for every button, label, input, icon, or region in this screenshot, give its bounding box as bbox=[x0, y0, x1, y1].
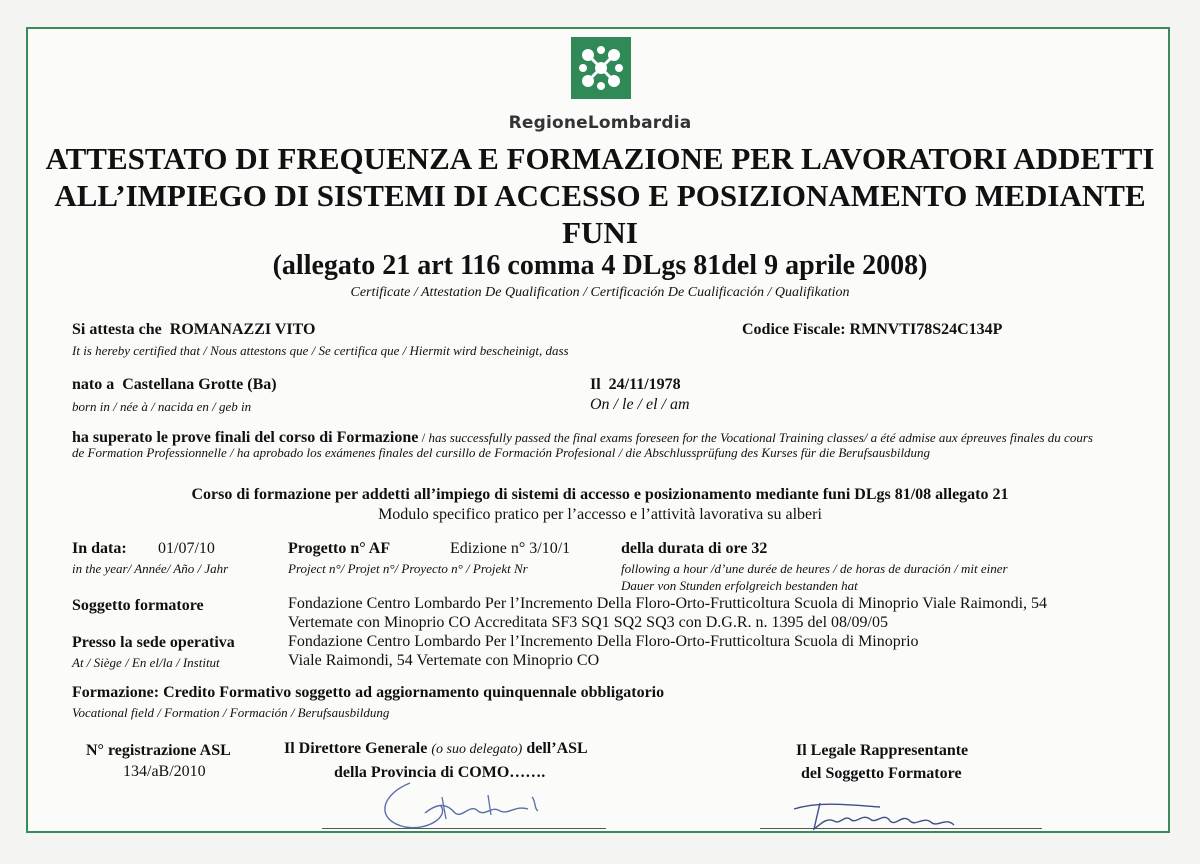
holder-name: ROMANAZZI VITO bbox=[169, 321, 316, 338]
attest-label: Si attesta che bbox=[72, 321, 162, 338]
venue-translation: At / Siège / En el/la / Institut bbox=[72, 655, 220, 670]
certificate-translation: Certificate / Attestation De Qualification / Certificación De Cualificación / Qualifikation bbox=[350, 285, 850, 300]
birth-date-value: 24/11/1978 bbox=[608, 376, 681, 393]
director-line-2: della Provincia di COMO……. bbox=[334, 764, 546, 781]
duration-translation-2: Dauer von Stunden erfolgreich bestanden hat bbox=[621, 578, 858, 593]
provider-line-2: Vertemate con Minoprio CO Accreditata SF3 SQ1 SQ2 SQ3 con D.G.R. n. 1395 del 08/09/05 bbox=[288, 614, 888, 631]
fiscal-code-value: RMNVTI78S24C134P bbox=[849, 321, 1003, 338]
training-translation: Vocational field / Formation / Formación / Berufsausbildung bbox=[72, 705, 390, 720]
attest-translation: It is hereby certified that / Nous attestons que / Se certifica que / Hiermit wird bescheinigt, dass bbox=[72, 343, 569, 358]
duration-value: della durata di ore 32 bbox=[621, 540, 768, 557]
course-module: Modulo specifico pratico per l’accesso e l’attività lavorativa su alberi bbox=[378, 506, 822, 523]
birth-date-row bbox=[590, 376, 681, 394]
exam-passed-separator: / bbox=[418, 430, 429, 445]
course-date-value: 01/07/10 bbox=[158, 540, 215, 557]
birth-place-translation: born in / née à / nacida en / geb in bbox=[72, 399, 252, 414]
venue-line-2: Viale Raimondi, 54 Vertemate con Minoprio CO bbox=[288, 652, 600, 669]
rosa-camuna-icon bbox=[571, 37, 631, 99]
title-line-2: ALL’IMPIEGO DI SISTEMI DI ACCESSO E POSIZIONAMENTO MEDIANTE bbox=[54, 178, 1146, 213]
birth-place-label: nato a bbox=[72, 376, 115, 393]
venue-line-1: Fondazione Centro Lombardo Per l’Incremento Della Floro-Orto-Frutticoltura Scuola di Minoprio bbox=[288, 633, 919, 650]
legal-rep-signature bbox=[790, 795, 970, 835]
course-title: Corso di formazione per addetti all’impiego di sistemi di accesso e posizionamento mediante funi DLgs 81/08 allegato 21 bbox=[191, 486, 1009, 503]
legal-rep-line-1: Il Legale Rappresentante bbox=[796, 742, 969, 759]
project-translation: Project n°/ Projet n°/ Proyecto n° / Projekt Nr bbox=[288, 561, 528, 576]
brand-name: RegioneLombardia bbox=[508, 113, 692, 133]
birth-place-row bbox=[72, 376, 277, 394]
provider-line-1: Fondazione Centro Lombardo Per l’Incremento Della Floro-Orto-Frutticoltura Scuola di Minoprio Viale Raimondi, 54 bbox=[288, 595, 1048, 612]
director-asl: dell’ASL bbox=[526, 740, 588, 757]
fiscal-code-row bbox=[742, 321, 1002, 339]
certificate-subtitle: (allegato 21 art 116 comma 4 DLgs 81del 9 aprile 2008) bbox=[272, 250, 928, 281]
birth-date-label: Il bbox=[590, 376, 601, 393]
director-title: Il Direttore Generale bbox=[284, 740, 428, 757]
duration-translation-1: following a hour /d’une durée de heures / de horas de duración / mit einer bbox=[621, 561, 1008, 576]
director-signature bbox=[370, 775, 560, 835]
asl-registration-label: N° registrazione ASL bbox=[86, 742, 231, 759]
venue-label: Presso la sede operativa bbox=[72, 634, 235, 651]
course-date-label: In data: bbox=[72, 540, 127, 557]
asl-registration-number: 134/aB/2010 bbox=[123, 763, 206, 780]
training-label: Formazione: Credito Formativo soggetto ad aggiornamento quinquennale obbligatorio bbox=[72, 684, 665, 701]
provider-label: Soggetto formatore bbox=[72, 597, 204, 614]
certificate-title bbox=[0, 140, 1200, 251]
legal-rep-line-2: del Soggetto Formatore bbox=[801, 765, 962, 782]
exam-passed-lead: ha superato le prove finali del corso di Formazione bbox=[72, 429, 419, 446]
title-line-3: FUNI bbox=[562, 215, 638, 250]
birth-date-translation: On / le / el / am bbox=[590, 396, 690, 413]
exam-passed-paragraph bbox=[72, 430, 1102, 460]
project-label: Progetto n° AF bbox=[288, 540, 391, 557]
fiscal-code-label: Codice Fiscale: bbox=[742, 321, 846, 338]
course-date-translation: in the year/ Année/ Año / Jahr bbox=[72, 561, 229, 576]
regione-lombardia-logo bbox=[571, 37, 631, 99]
title-line-1: ATTESTATO DI FREQUENZA E FORMAZIONE PER LAVORATORI ADDETTI bbox=[45, 141, 1155, 176]
attest-row bbox=[72, 321, 315, 339]
edition-value: Edizione n° 3/10/1 bbox=[450, 540, 571, 557]
director-note: (o suo delegato) bbox=[431, 742, 523, 757]
exam-passed-translation: has successfully passed the final exams foreseen for the Vocational Training classes/ a été admise aux épreuves finales du cours de Formation Professionnelle / ha aprobado los exámenes finales del cursillo de Formación Profesional / die Abschlussprüfung des Kurses für die Berufsausbildung bbox=[72, 430, 1093, 460]
birth-place-value: Castellana Grotte (Ba) bbox=[122, 376, 277, 393]
director-line-1 bbox=[284, 740, 588, 758]
